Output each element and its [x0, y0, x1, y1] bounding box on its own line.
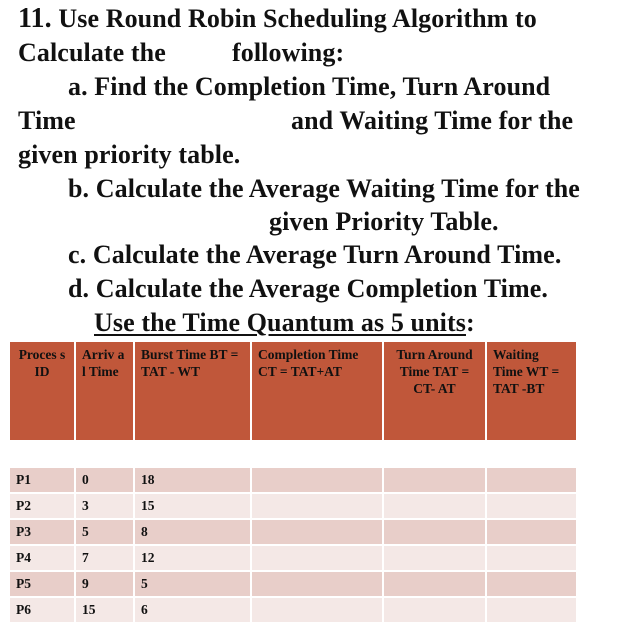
cell-wt: [486, 519, 577, 545]
cell-pid: P4: [9, 545, 75, 571]
table-row: [9, 519, 577, 545]
cell-completion: [251, 493, 383, 519]
cell-tat: [383, 545, 486, 571]
cell-tat: [383, 571, 486, 597]
table-row: [9, 493, 577, 519]
cell-arrival: 7: [75, 545, 134, 571]
cell-completion: [251, 597, 383, 623]
table-row: [9, 597, 577, 623]
cell-wt: [486, 493, 577, 519]
part-b-line-1: b. Calculate the Average Waiting Time for the: [68, 174, 580, 203]
cell-completion: [251, 519, 383, 545]
cell-wt: [486, 545, 577, 571]
cell-arrival: 15: [75, 597, 134, 623]
cell-pid: P1: [9, 467, 75, 493]
cell-tat: [383, 493, 486, 519]
header-arrival-time: Arriv al Time: [75, 341, 134, 441]
question-line-2b: following:: [232, 38, 345, 67]
question-number: 11.: [18, 3, 52, 34]
time-quantum-colon: :: [465, 308, 475, 337]
question-line-2a: Calculate the: [18, 38, 166, 67]
cell-tat: [383, 467, 486, 493]
cell-arrival: 0: [75, 467, 134, 493]
cell-burst: 6: [134, 597, 251, 623]
cell-completion: [251, 467, 383, 493]
header-waiting-time: Waiting Time WT = TAT -BT: [486, 341, 577, 441]
cell-burst: 15: [134, 493, 251, 519]
part-b-line-2: given Priority Table.: [269, 207, 499, 236]
part-a-line-1: a. Find the Completion Time, Turn Around: [68, 72, 551, 101]
header-process-id: Proces s ID: [9, 341, 75, 441]
cell-burst: 5: [134, 571, 251, 597]
cell-wt: [486, 467, 577, 493]
cell-pid: P5: [9, 571, 75, 597]
cell-pid: P6: [9, 597, 75, 623]
header-burst-time: Burst Time BT = TAT - WT: [134, 341, 251, 441]
header-turn-around-time: Turn Around Time TAT = CT- AT: [383, 341, 486, 441]
table-row: [9, 545, 577, 571]
cell-arrival: 9: [75, 571, 134, 597]
scheduling-table: [8, 340, 578, 624]
cell-completion: [251, 571, 383, 597]
time-quantum-text: Use the Time Quantum as 5 units: [94, 308, 466, 337]
cell-wt: [486, 571, 577, 597]
cell-pid: P3: [9, 519, 75, 545]
cell-tat: [383, 597, 486, 623]
cell-pid: P2: [9, 493, 75, 519]
time-quantum-line: [94, 308, 475, 338]
question-title: [18, 4, 537, 34]
cell-tat: [383, 519, 486, 545]
table-row: [9, 467, 577, 493]
cell-arrival: 3: [75, 493, 134, 519]
table-header-row: [9, 341, 577, 441]
table-row: [9, 571, 577, 597]
part-a-line-3: given priority table.: [18, 140, 241, 169]
part-d-line: d. Calculate the Average Completion Time.: [68, 274, 548, 303]
cell-burst: 8: [134, 519, 251, 545]
cell-burst: 18: [134, 467, 251, 493]
part-c-line: c. Calculate the Average Turn Around Time.: [68, 240, 562, 269]
header-completion-time: Completion Time CT = TAT+AT: [251, 341, 383, 441]
cell-burst: 12: [134, 545, 251, 571]
cell-arrival: 5: [75, 519, 134, 545]
cell-wt: [486, 597, 577, 623]
question-title-text: Use Round Robin Scheduling Algorithm to: [58, 4, 537, 33]
part-a-line-2b: and Waiting Time for the: [291, 106, 574, 135]
part-a-line-2a: Time: [18, 106, 76, 135]
cell-completion: [251, 545, 383, 571]
